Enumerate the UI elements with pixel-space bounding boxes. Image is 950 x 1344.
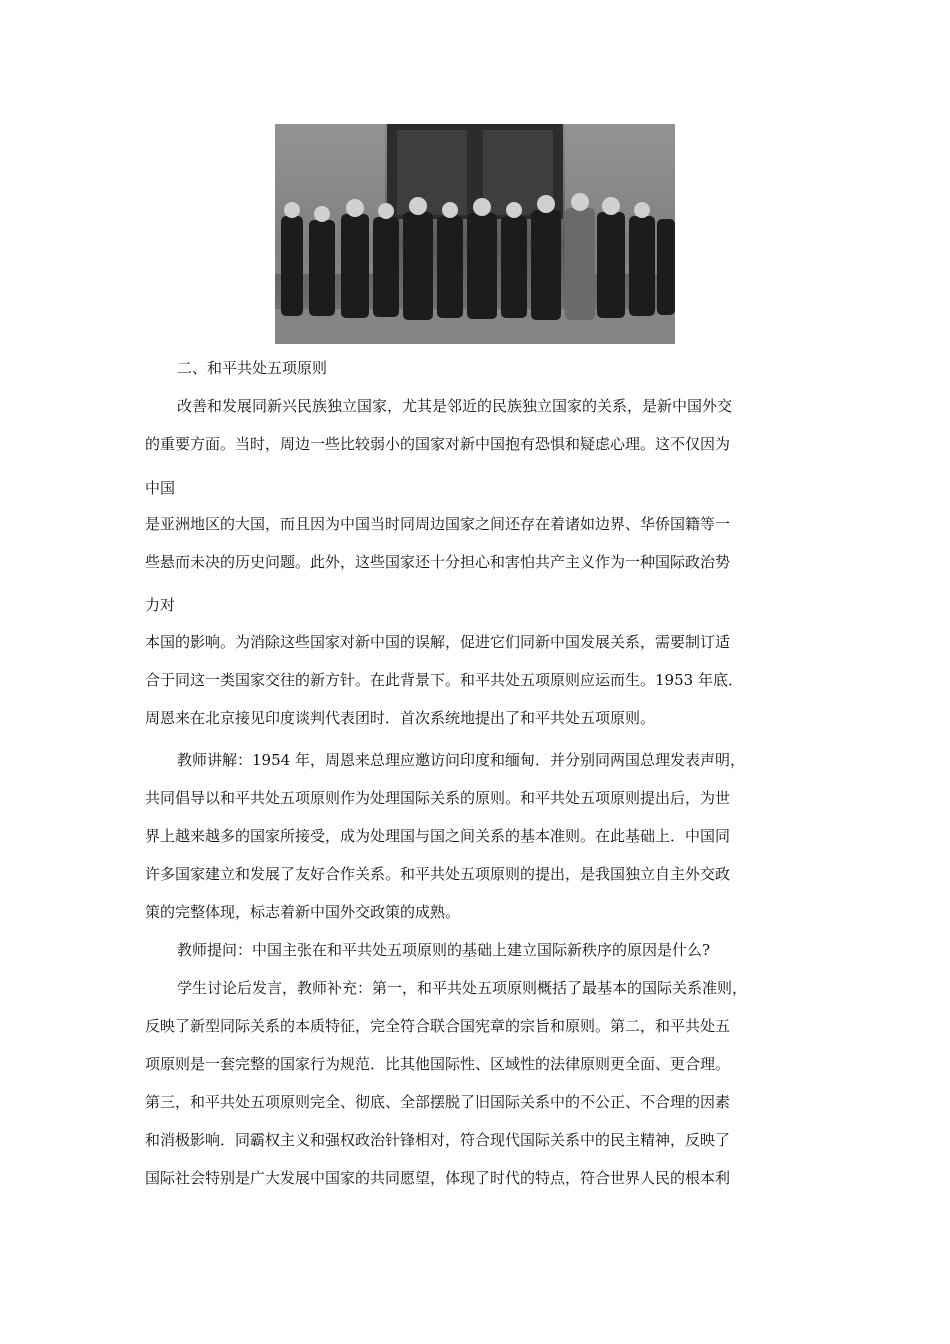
text-line: 和消极影响．同霸权主义和强权政治针锋相对，符合现代国际关系中的民主精神，反映了 xyxy=(145,1131,731,1149)
text-line: 国际社会特别是广大发展中国家的共同愿望，体现了时代的特点，符合世界人民的根本利 xyxy=(145,1169,731,1187)
text-line: 反映了新型同际关系的本质特征，完全符合联合国宪章的宗旨和原则。第二，和平共处五 xyxy=(145,1017,731,1035)
group-photo-illustration xyxy=(275,124,675,344)
text-line: 中国 xyxy=(145,479,176,497)
text-line: 改善和发展同新兴民族独立国家，尤其是邻近的民族独立国家的关系，是新中国外交 xyxy=(177,397,733,415)
text-line: 项原则是一套完整的国家行为规范．比其他国际性、区域性的法律原则更全面、更合理。 xyxy=(145,1055,731,1073)
text-line: 界上越来越多的国家所接受，成为处理国与国之间关系的基本准则。在此基础上．中国同 xyxy=(145,827,731,845)
text-line: 教师提问：中国主张在和平共处五项原则的基础上建立国际新秩序的原因是什么? xyxy=(177,941,711,959)
text-line: 周恩来在北京接见印度谈判代表团时．首次系统地提出了和平共处五项原则。 xyxy=(145,709,656,727)
section-heading: 二、和平共处五项原则 xyxy=(177,359,328,377)
text-line: 些悬而未决的历史问题。此外，这些国家还十分担心和害怕共产主义作为一种国际政治势 xyxy=(145,553,731,571)
text-line: 策的完整体现，标志着新中国外交政策的成熟。 xyxy=(145,903,461,921)
text-line: 学生讨论后发言，教师补充：第一，和平共处五项原则概括了最基本的国际关系准则， xyxy=(177,979,748,997)
text-line: 许多国家建立和发展了友好合作关系。和平共处五项原则的提出，是我国独立自主外交政 xyxy=(145,865,731,883)
text-line: 力对 xyxy=(145,596,176,614)
text-line: 第三，和平共处五项原则完全、彻底、全部摆脱了旧国际关系中的不公正、不合理的因素 xyxy=(145,1093,731,1111)
text-line: 教师讲解：1954 年，周恩来总理应邀访问印度和缅甸．并分别同两国总理发表声明， xyxy=(177,751,745,769)
text-line: 共同倡导以和平共处五项原则作为处理国际关系的原则。和平共处五项原则提出后，为世 xyxy=(145,789,731,807)
text-line: 合于同这一类国家交往的新方针。在此背景下。和平共处五项原则应运而生。1953 年底． xyxy=(145,671,743,689)
text-line: 的重要方面。当时，周边一些比较弱小的国家对新中国抱有恐惧和疑虑心理。这不仅因为 xyxy=(145,435,731,453)
text-line: 本国的影响。为消除这些国家对新中国的误解，促进它们同新中国发展关系，需要制订适 xyxy=(145,633,731,651)
text-line: 是亚洲地区的大国，而且因为中国当时同周边国家之间还存在着诸如边界、华侨国籍等一 xyxy=(145,515,731,533)
group-photo xyxy=(275,124,675,344)
